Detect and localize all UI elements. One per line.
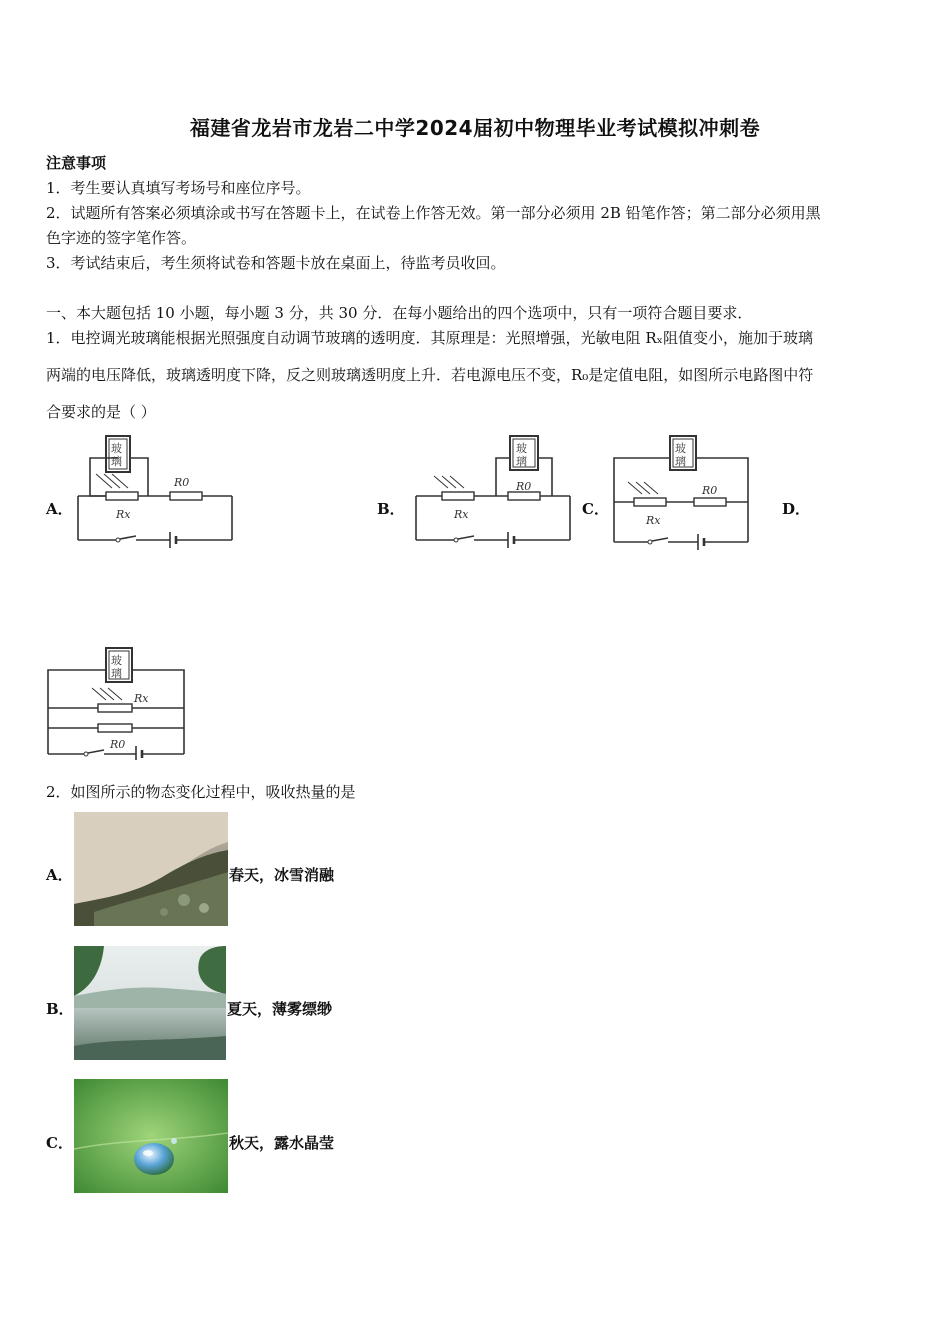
notice-item: 1．考生要认真填写考场号和座位序号。 (46, 179, 311, 197)
notice-item: 色字迹的签字笔作答。 (46, 229, 197, 247)
dewdrop-leaf-photo (74, 1079, 228, 1193)
r0-label: R0 (174, 476, 190, 489)
option-b-label: B． (377, 500, 405, 518)
circuit-d-diagram (44, 644, 190, 760)
glass-label: 璃 (111, 667, 122, 680)
page-title: 福建省龙岩市龙岩二中学2024届初中物理毕业考试模拟冲刺卷 (189, 116, 761, 140)
question-1-line: 1．电控调光玻璃能根据光照强度自动调节玻璃的透明度．其原理是：光照增强，光敏电阻 Rₓ阻值变小，施加于玻璃 (46, 329, 813, 347)
glass-label: 璃 (675, 455, 686, 468)
q2-option-c-label: C． (46, 1134, 73, 1152)
q2-option-b-label: B． (46, 1000, 74, 1018)
glass-label: 玻 (111, 442, 122, 455)
q2-option-a-label: A． (46, 866, 73, 884)
notice-item: 3．考试结束后，考生须将试卷和答题卡放在桌面上，待监考员收回。 (46, 254, 506, 272)
melting-ice-photo (74, 812, 228, 926)
section-intro: 一、本大题包括 10 小题，每小题 3 分，共 30 分．在每小题给出的四个选项中，只有一项符合题目要求． (46, 304, 753, 322)
q2-option-b-text: 夏天，薄雾缥缈 (227, 1000, 333, 1018)
glass-label: 玻 (675, 442, 686, 455)
q2-option-a-text: 春天，冰雪消融 (229, 866, 335, 884)
rx-label: Rx (646, 514, 661, 527)
question-1-line: 两端的电压降低，玻璃透明度下降，反之则玻璃透明度上升．若电源电压不变，R₀是定值电阻，如图所示电路图中符 (46, 366, 814, 384)
r0-label: R0 (702, 484, 718, 497)
rx-label: Rx (454, 508, 469, 521)
circuit-c-diagram (612, 432, 756, 556)
rx-label: Rx (116, 508, 131, 521)
question-1-line: 合要求的是（ ） (46, 403, 156, 421)
r0-label: R0 (110, 738, 126, 751)
option-c-label: C． (582, 500, 609, 518)
rx-label: Rx (134, 692, 149, 705)
circuit-a-diagram (74, 432, 238, 552)
q2-option-c-text: 秋天，露水晶莹 (229, 1134, 335, 1152)
notice-heading: 注意事项 (46, 154, 107, 172)
option-a-label: A． (46, 500, 73, 518)
r0-label: R0 (516, 480, 532, 493)
glass-label: 璃 (516, 455, 527, 468)
question-2-stem: 2．如图所示的物态变化过程中，吸收热量的是 (46, 783, 356, 801)
glass-label: 玻 (516, 442, 527, 455)
option-d-label: D． (782, 500, 811, 518)
circuit-b-diagram (412, 432, 576, 552)
notice-item: 2．试题所有答案必须填涂或书写在答题卡上，在试卷上作答无效。第一部分必须用 2B 铅笔作答；第二部分必须用黑 (46, 204, 821, 222)
mist-lake-photo (74, 946, 226, 1060)
glass-label: 璃 (111, 455, 122, 468)
glass-label: 玻 (111, 654, 122, 667)
